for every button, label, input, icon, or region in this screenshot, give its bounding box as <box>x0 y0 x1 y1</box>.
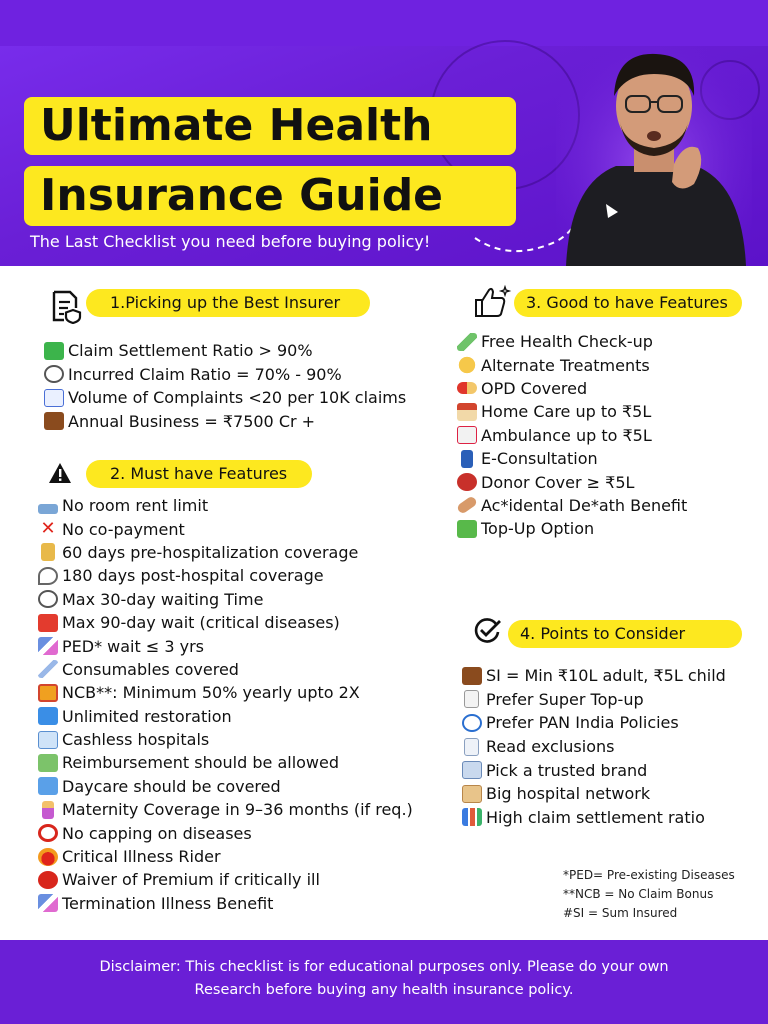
list-item: SI = Min ₹10L adult, ₹5L child <box>462 664 726 688</box>
disclaimer-line-1: Disclaimer: This checklist is for educational purposes only. Please do your own <box>99 959 669 975</box>
section-heading-1: 1.Picking up the Best Insurer <box>86 289 370 317</box>
list-item: No room rent limit <box>38 494 413 517</box>
briefcase-icon <box>44 412 64 430</box>
list-item: Consumables covered <box>38 658 413 681</box>
chart-down-icon <box>44 389 64 407</box>
anatomical-heart-icon <box>457 473 477 491</box>
list-item: E-Consultation <box>457 447 687 470</box>
section-heading-3: 3. Good to have Features <box>514 289 742 317</box>
list-item: Max 30-day waiting Time <box>38 588 413 611</box>
list-item: 60 days pre-hospitalization coverage <box>38 541 413 564</box>
heart-fire-icon <box>38 848 58 866</box>
mask-face-icon <box>457 356 477 374</box>
footnote: *PED= Pre-existing Diseases <box>563 868 735 882</box>
list-item: Annual Business = ₹7500 Cr + <box>44 410 406 434</box>
red-circle-icon <box>38 871 58 889</box>
footnote: **NCB = No Claim Bonus <box>563 887 714 901</box>
bandage-icon <box>456 496 478 516</box>
list-item: Prefer PAN India Policies <box>462 711 726 735</box>
hourglass-icon <box>41 543 55 561</box>
siren-icon <box>38 614 58 632</box>
title-line-2: Insurance Guide <box>24 166 516 226</box>
footnotes <box>563 866 735 923</box>
warning-icon <box>48 462 72 484</box>
list-item: Daycare should be covered <box>38 775 413 798</box>
stethoscope-icon <box>38 567 58 585</box>
hospital-icon <box>462 785 482 803</box>
phone-icon <box>461 450 473 468</box>
list-item: Read exclusions <box>462 735 726 759</box>
presenter-photo <box>556 44 752 266</box>
checkmark-circle-icon <box>474 618 502 644</box>
section-heading-2: 2. Must have Features <box>86 460 312 488</box>
repeat-icon <box>38 707 58 725</box>
page-icon <box>464 690 479 708</box>
list-item: High claim settlement ratio <box>462 806 726 830</box>
list-item: Critical Illness Rider <box>38 845 413 868</box>
points-to-consider-list <box>462 664 726 829</box>
puzzle-icon <box>457 520 477 538</box>
list-item: Reimbursement should be allowed <box>38 751 413 774</box>
list-item: Unlimited restoration <box>38 705 413 728</box>
document-icon <box>464 738 479 756</box>
must-have-features-list <box>38 494 413 915</box>
list-item: Ambulance up to ₹5L <box>457 424 687 447</box>
gift-icon <box>38 684 58 702</box>
check-icon <box>44 342 64 360</box>
stopwatch-icon <box>44 365 64 383</box>
list-item: Volume of Complaints <20 per 10K claims <box>44 386 406 410</box>
list-item: Prefer Super Top-up <box>462 688 726 712</box>
briefcase-icon <box>462 667 482 685</box>
house-icon <box>457 403 477 421</box>
section-heading-4: 4. Points to Consider <box>508 620 742 648</box>
list-item: Max 90-day wait (critical diseases) <box>38 611 413 634</box>
list-item: Claim Settlement Ratio > 90% <box>44 339 406 363</box>
list-item: 180 days post-hospital coverage <box>38 564 413 587</box>
thumbs-up-icon <box>472 284 512 320</box>
disclaimer-line-2: Research before buying any health insurance policy. <box>194 982 574 998</box>
header-top-strip <box>0 0 768 46</box>
syringe-icon <box>38 660 58 678</box>
stopwatch-icon <box>38 590 58 608</box>
list-item: Free Health Check-up <box>457 330 687 353</box>
hospital-icon <box>38 731 58 749</box>
list-item: OPD Covered <box>457 377 687 400</box>
daycare-icon <box>38 777 58 795</box>
list-item: Cashless hospitals <box>38 728 413 751</box>
subtitle: The Last Checklist you need before buying policy! <box>30 232 431 251</box>
list-item: Top-Up Option <box>457 517 687 540</box>
list-item: Home Care up to ₹5L <box>457 400 687 423</box>
list-item: Incurred Claim Ratio = 70% - 90% <box>44 363 406 387</box>
bar-chart-icon <box>462 808 482 826</box>
list-item: PED* wait ≤ 3 yrs <box>38 634 413 657</box>
insurer-checklist <box>44 339 406 433</box>
cross-icon: ✕ <box>40 518 56 540</box>
list-item: Waiver of Premium if critically ill <box>38 868 413 891</box>
no-entry-icon <box>38 824 58 842</box>
ambulance-icon <box>457 426 477 444</box>
pill-icon <box>457 382 477 394</box>
list-item: Maternity Coverage in 9–36 months (if req.) <box>38 798 413 821</box>
bed-icon <box>38 504 58 514</box>
header-banner <box>0 0 768 266</box>
list-item: Termination Illness Benefit <box>38 892 413 915</box>
dna-icon <box>38 894 58 912</box>
dna-icon <box>38 637 58 655</box>
footnote: #SI = Sum Insured <box>563 906 678 920</box>
good-to-have-features-list <box>457 330 687 541</box>
list-item: Ac*idental De*ath Benefit <box>457 494 687 517</box>
title-line-1: Ultimate Health <box>24 97 516 155</box>
list-item: Alternate Treatments <box>457 353 687 376</box>
document-shield-icon <box>50 290 82 324</box>
list-item: NCB**: Minimum 50% yearly upto 2X <box>38 681 413 704</box>
pregnant-icon <box>42 801 54 819</box>
money-icon <box>38 754 58 772</box>
test-tube-icon <box>457 333 477 351</box>
list-item: No capping on diseases <box>38 821 413 844</box>
list-item: Donor Cover ≥ ₹5L <box>457 470 687 493</box>
disclaimer-footer <box>0 940 768 1024</box>
list-item: ✕ No co-payment <box>38 517 413 540</box>
globe-icon <box>462 714 482 732</box>
list-item: Big hospital network <box>462 782 726 806</box>
list-item: Pick a trusted brand <box>462 758 726 782</box>
disclaimer-text <box>0 956 768 1002</box>
building-icon <box>462 761 482 779</box>
